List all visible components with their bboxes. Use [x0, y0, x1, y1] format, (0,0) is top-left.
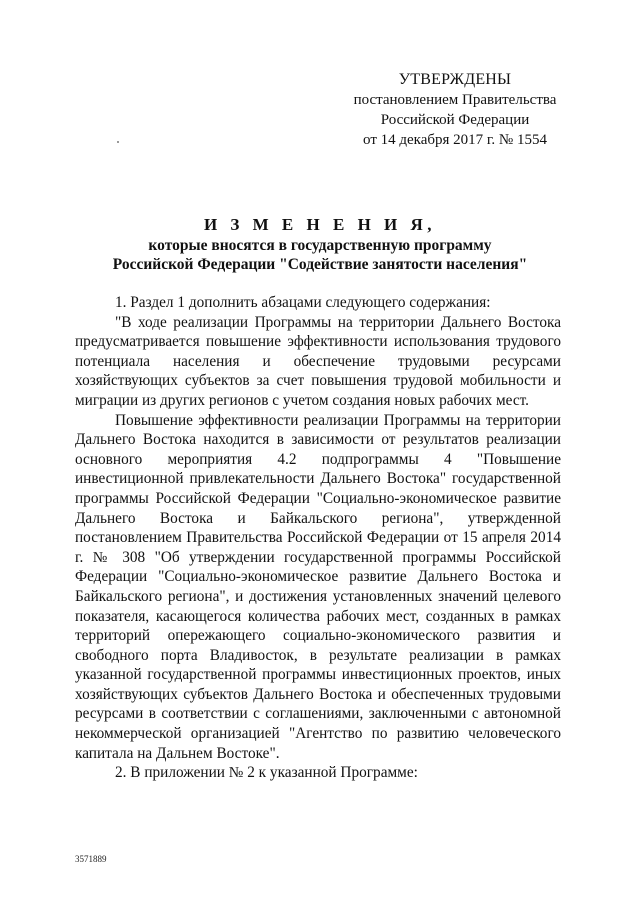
approval-title: УТВЕРЖДЕНЫ — [398, 71, 512, 88]
paragraph-efficiency: Повышение эффективности реализации Программы на территории Дальнего Востока находится в зависимости от результатов реализации основного мероприятия 4.2 подпрограммы 4 "Повышение инвестиционной привлекательности Дальнего Востока" государственной программы Российской Федерации "Социально-экономическое развитие Дальнего Востока и Байкальского региона", утвержденной постановлением Правительства Российской Федерации от 15 апреля 2014 г. № 308 "Об утверждении государственной программы Российской Федерации "Социально-экономическое развитие Дальнего Востока и Байкальского региона", и достижения установленных значений целевого показателя, касающегося количества рабочих мест, созданных в рамках территорий опережающего социально-экономического развития и свободного порта Владивосток, в результате реализации в рамках указанной государственной программы инвестиционных проектов, иных хозяйствующих субъектов Дальнего Востока и обеспеченных трудовыми ресурсами в соответствии с соглашениями, заключенными с автономной некоммерческой организацией "Агентство по развитию человеческого капитала на Дальнем Востоке". — [75, 411, 561, 762]
heading-title: И З М Е Н Е Н И Я, — [203, 215, 437, 234]
scan-dot-mark — [117, 141, 119, 143]
paragraph-item-1: 1. Раздел 1 дополнить абзацами следующего содержания: — [115, 294, 491, 311]
approval-line-federation: Российской Федерации — [380, 112, 530, 128]
heading-subtitle-line1: которые вносятся в государственную программу — [148, 237, 492, 254]
paragraph-item-2: 2. В приложении № 2 к указанной Программе: — [115, 764, 418, 782]
approval-line-date-number: от 14 декабря 2017 г. № 1554 — [363, 132, 547, 148]
approval-stamp — [340, 70, 570, 150]
approval-line-resolution: постановлением Правительства — [353, 92, 557, 108]
document-heading — [60, 214, 580, 274]
heading-subtitle-line2: Российской Федерации "Содействие занятости населения" — [112, 256, 528, 273]
paragraph-quote-start: "В ходе реализации Программы на территории Дальнего Востока предусматривается повышение эффективности использования трудового потенциала населения и обеспечение трудовыми ресурсами хозяйствующих субъектов за счет повышения трудовой мобильности и миграции из других регионов с учетом создания новых рабочих мест. — [75, 313, 561, 409]
document-body — [75, 293, 561, 783]
document-code: 3571889 — [75, 854, 107, 864]
